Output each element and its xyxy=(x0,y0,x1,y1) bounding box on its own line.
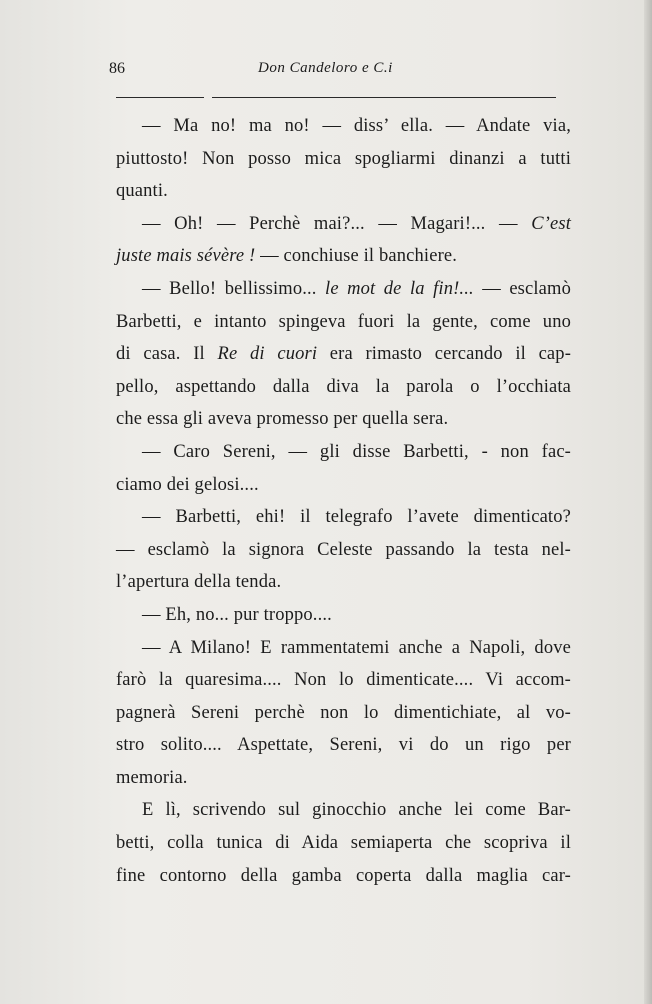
text-line xyxy=(116,469,571,502)
text-line xyxy=(116,143,571,176)
text-run: — Barbetti, ehi! il telegrafo l’avete dimenticato? xyxy=(142,507,571,528)
text-run: — A Milano! E rammentatemi anche a Napoli, dove xyxy=(142,637,571,658)
text-line xyxy=(116,501,571,534)
text-line xyxy=(116,338,571,371)
text-run: — esclamò la signora Celeste passando la testa nel- xyxy=(116,539,571,560)
text-line xyxy=(116,697,571,730)
text-run: pagnerà Sereni perchè non lo dimentichiate, al vo- xyxy=(116,702,571,723)
page-number: 86 xyxy=(109,60,125,77)
text-line xyxy=(116,664,571,697)
text-line xyxy=(116,827,571,860)
text-run: era rimasto cercando il cap- xyxy=(317,344,572,365)
page-edge xyxy=(644,0,652,1004)
text-line xyxy=(116,306,571,339)
text-run: — Bello! bellissimo... xyxy=(142,278,326,299)
text-line xyxy=(116,208,571,241)
text-line xyxy=(116,566,571,599)
italic-text: C’est xyxy=(531,213,571,234)
text-run: E lì, scrivendo sul ginocchio anche lei come Bar- xyxy=(142,800,571,821)
text-line xyxy=(116,534,571,567)
text-run: che essa gli aveva promesso per quella sera. xyxy=(116,409,449,430)
text-run: Barbetti, e intanto spingeva fuori la gente, come uno xyxy=(116,311,571,332)
text-run: — Oh! — Perchè mai?... — Magari!... — xyxy=(142,213,532,234)
text-line xyxy=(116,762,571,795)
body-text xyxy=(116,110,571,892)
text-line xyxy=(116,273,571,306)
text-run: pello, aspettando dalla diva la parola o l’occhiata xyxy=(116,376,571,397)
italic-text: le mot de la fin!... xyxy=(325,278,474,299)
text-run: farò la quaresima.... Non lo dimenticate.... Vi accom- xyxy=(116,670,571,691)
header-rule-right xyxy=(212,97,556,98)
text-run: — Caro Sereni, — gli disse Barbetti, - non fac- xyxy=(142,441,571,462)
text-run: betti, colla tunica di Aida semiaperta che scopriva il xyxy=(116,833,571,854)
text-line xyxy=(116,175,571,208)
text-run: — Eh, no... pur troppo.... xyxy=(142,604,332,625)
italic-text: Re di cuori xyxy=(217,344,318,365)
text-run: stro solito.... Aspettate, Sereni, vi do un rigo per xyxy=(116,735,571,756)
header-rule-left xyxy=(116,97,204,98)
text-line xyxy=(116,794,571,827)
page-header xyxy=(0,60,652,82)
text-line xyxy=(116,403,571,436)
text-run: fine contorno della gamba coperta dalla maglia car- xyxy=(116,865,571,886)
text-line xyxy=(116,371,571,404)
text-run: — Ma no! ma no! — diss’ ella. — Andate via, xyxy=(142,116,571,136)
text-line xyxy=(116,436,571,469)
text-run: — conchiuse il banchiere. xyxy=(255,246,458,267)
text-line xyxy=(116,729,571,762)
text-line xyxy=(116,110,571,143)
text-line xyxy=(116,860,571,893)
text-run: piuttosto! Non posso mica spogliarmi dinanzi a tutti xyxy=(116,148,571,169)
text-run: quanti. xyxy=(116,181,168,202)
text-run: memoria. xyxy=(116,767,188,788)
text-line xyxy=(116,599,571,632)
text-run: di casa. Il xyxy=(116,344,218,365)
text-line xyxy=(116,240,571,273)
running-title: Don Candeloro e C.i xyxy=(258,60,393,76)
text-run: — esclamò xyxy=(473,278,571,299)
text-run: l’apertura della tenda. xyxy=(116,572,282,593)
italic-text: juste mais sévère ! xyxy=(116,246,256,267)
text-run: ciamo dei gelosi.... xyxy=(116,474,259,495)
text-line xyxy=(116,632,571,665)
